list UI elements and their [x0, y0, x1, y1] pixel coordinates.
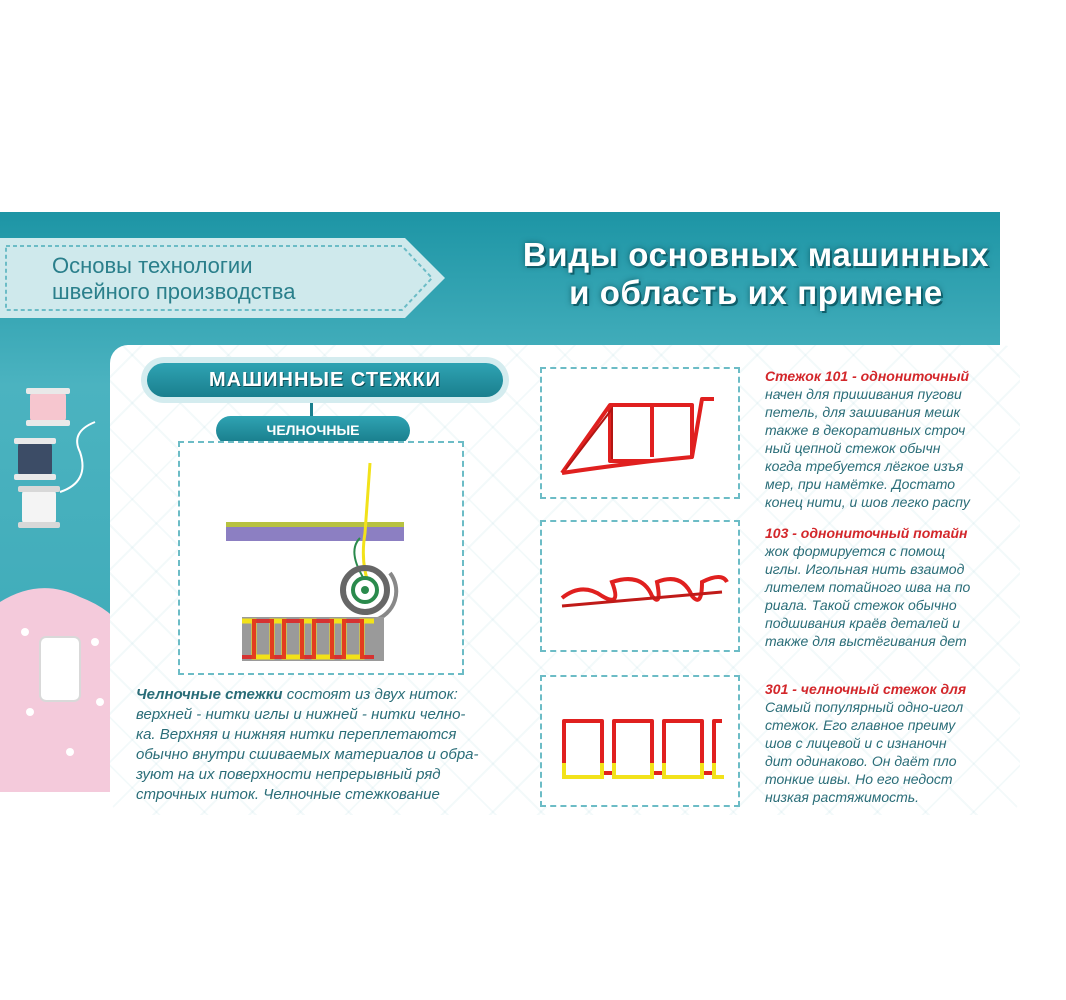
- desc-line-5: зуют на их поверхности непрерывный ряд: [136, 766, 441, 783]
- section-subtitle: ЧЕЛНОЧНЫЕ: [216, 416, 410, 445]
- stitch-301-line: дит одинаково. Он даёт пло: [765, 753, 957, 769]
- desc-line-4: обычно внутри сшиваемых материалов и обра-: [136, 746, 479, 763]
- desc-line-2: верхней - нитки иглы и нижней - нитки челно-: [136, 706, 466, 723]
- lockstitch-diagram: [178, 441, 464, 675]
- title-line-2: и область их примене: [569, 274, 943, 311]
- bobbin-icon: [343, 568, 396, 620]
- thread-spool-icon: [26, 388, 70, 426]
- desc-line-1: состоят из двух ниток:: [286, 686, 458, 703]
- stitch-301-title: 301 - челночный стежок для: [765, 681, 967, 697]
- stitch-101-line: петель, для зашивания мешк: [765, 404, 961, 420]
- stitch-101-illustration: [540, 367, 740, 499]
- stitch-101-line: когда требуется лёгкое изъя: [765, 458, 964, 474]
- stitch-103-line: подшивания краёв деталей и: [765, 615, 961, 631]
- stitch-103-line: риала. Такой стежок обычно: [765, 597, 957, 613]
- stitch-101-line: также в декоративных строч: [765, 422, 966, 438]
- stitch-101-line: конец нити, и шов легко распу: [765, 494, 970, 510]
- blind-stitch-drawing: [542, 522, 738, 650]
- stitch-301-line: тонкие швы. Но его недост: [765, 771, 953, 787]
- section-title-text: МАШИННЫЕ СТЕЖКИ: [208, 369, 442, 391]
- stitch-301-line: стежок. Его главное преиму: [765, 717, 956, 733]
- desc-line-6: строчных ниток. Челночные стежкование: [136, 786, 440, 803]
- lockstitch-drawing: [542, 677, 738, 805]
- stitch-103-line: иглы. Игольная нить взаимод: [765, 561, 965, 577]
- stitch-103-illustration: [540, 520, 740, 652]
- section-title: [147, 363, 503, 397]
- lockstitch-illustration: [180, 443, 462, 673]
- stitch-101-line: мер, при намётке. Достато: [765, 476, 956, 492]
- stitch-103-line: также для выстёгивания дет: [765, 633, 967, 649]
- stitch-301-illustration: [540, 675, 740, 807]
- subject-text: [52, 253, 382, 305]
- stitch-101-line: начен для пришивания пугови: [765, 386, 962, 402]
- stitch-101-description: [765, 367, 1025, 511]
- thread-spool-white-icon: [18, 486, 60, 528]
- subject-line-2: швейного производства: [52, 279, 296, 304]
- term-lockstitch: Челночные стежки: [136, 686, 283, 703]
- stitch-101-line: ный цепной стежок обычн: [765, 440, 941, 456]
- stitch-103-description: [765, 524, 1025, 650]
- title-line-1: Виды основных машинных: [522, 236, 990, 273]
- main-description: [136, 685, 521, 805]
- stitch-301-line: Самый популярный одно-игол: [765, 699, 964, 715]
- stitch-301-line: низкая растяжимость.: [765, 789, 920, 805]
- stitch-301-description: [765, 680, 1025, 806]
- connector-line: [310, 403, 313, 417]
- poster: [0, 212, 1000, 805]
- stitch-103-line: лителем потайного шва на по: [765, 579, 971, 595]
- stitch-101-title: Стежок 101 - однониточный: [765, 368, 970, 384]
- chain-stitch-drawing: [542, 369, 738, 497]
- desc-line-3: ка. Верхняя и нижняя нитки переплетаются: [136, 726, 457, 743]
- page-title: [446, 236, 1066, 312]
- subject-line-1: Основы технологии: [52, 253, 253, 278]
- stitch-103-line: жок формируется с помощ: [765, 543, 946, 559]
- stitch-301-line: шов с лицевой и с изнаночн: [765, 735, 947, 751]
- thread-spool-dark-icon: [14, 438, 56, 480]
- stitch-103-title: 103 - однониточный потайн: [765, 525, 968, 541]
